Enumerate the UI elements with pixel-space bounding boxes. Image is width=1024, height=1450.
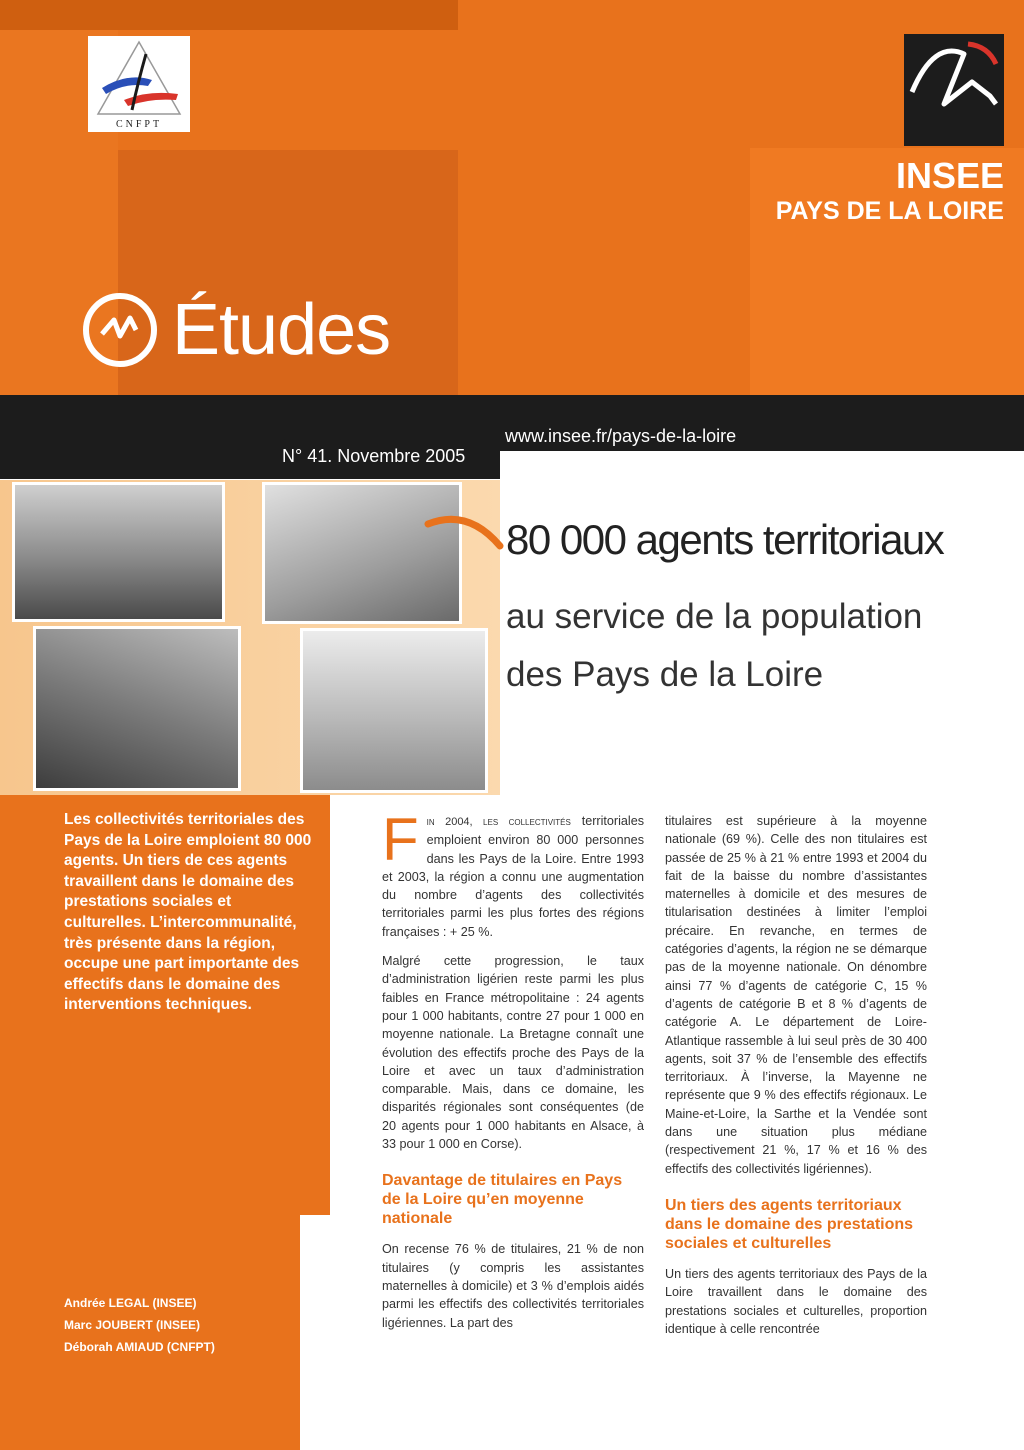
headline-subtitle-line2: des Pays de la Loire bbox=[506, 655, 824, 694]
section-heading: Un tiers des agents territoriaux dans le domaine des prestations sociales et culturelles bbox=[665, 1196, 914, 1252]
author-2: Marc JOUBERT (INSEE) bbox=[64, 1318, 201, 1332]
series-title-text: Études bbox=[172, 290, 391, 370]
paragraph-smallcaps: les collectivités bbox=[483, 816, 571, 828]
headline-subtitle bbox=[506, 588, 1016, 704]
photo-technician bbox=[33, 626, 241, 791]
region-name: PAYS DE LA LOIRE bbox=[775, 197, 1004, 225]
authors-list bbox=[64, 1292, 215, 1358]
article-column-1 bbox=[382, 806, 644, 1343]
insee-title bbox=[776, 156, 1004, 226]
headline bbox=[506, 512, 1016, 704]
paragraph bbox=[382, 806, 644, 941]
headline-title: 80 000 agents territoriaux bbox=[506, 516, 944, 563]
paragraph-text: territoriales emploient environ 80 000 personnes dans les Pays de la Loire. Entre 1993 et 2003, la région a connu une augmentation du nombre d’agents des collectivités territoriales parmi les plus fortes des régions françaises : + 25 %. bbox=[382, 814, 644, 939]
headline-swoosh-icon bbox=[418, 500, 518, 560]
cnfpt-emblem-icon bbox=[88, 36, 190, 132]
cnfpt-logo-text: CNFPT bbox=[115, 119, 163, 130]
etudes-circle-icon bbox=[80, 290, 160, 370]
paragraph: On recense 76 % de titulaires, 21 % de non titulaires (y compris les assistantes maternelles à domicile) et 3 % d’emplois aidés parmi les effectifs des collectivités territoriales ligériennes. La part des bbox=[382, 1242, 644, 1330]
paragraph-lead: in 2004, bbox=[426, 816, 484, 828]
photo-dance-class bbox=[300, 628, 488, 793]
insee-emblem-icon bbox=[904, 34, 1004, 146]
article-column-2 bbox=[665, 812, 927, 1349]
website-link[interactable]: www.insee.fr/pays-de-la-loire bbox=[505, 426, 737, 446]
paragraph: Malgré cette progression, le taux d’administration ligérien reste parmi les plus faibles en France métropolitaine : 24 agents pour 1 000 habitants, contre 27 pour 1 000 en moyenne nationale. La Bretagne connaît une évolution des effectifs proche des Pays de la Loire et avec un taux d’administration comparable. Mais, dans ce domaine, les disparités régionales sont conséquentes (de 20 agents pour 1 000 habitants en Alsace, à 33 pour 1 000 en Corse). bbox=[382, 954, 644, 1152]
summary-text: Les collectivités territoriales des Pays de la Loire emploient 80 000 agents. Un tiers de ces agents travaillent dans le domaine des prestations sociales et culturelles. L’intercommunalité, très présente dans la région, occupe une part importante des effectifs dans le domaine des interventions techniques. bbox=[64, 811, 312, 1014]
issue-number: N° 41. Novembre 2005 bbox=[282, 446, 466, 466]
series-title bbox=[80, 290, 390, 370]
insee-logo bbox=[904, 34, 1004, 146]
sidebar-gutter bbox=[330, 795, 350, 1450]
paragraph: titulaires est supérieure à la moyenne nationale (69 %). Celle des non titulaires est passée de 25 % à 21 % entre 1993 et 2004 du fait de la baisse du nombre d’assistantes maternelles à domicile et des mesures de titularisation destinées à limiter l’emploi précaire. En revanche, en termes de catégories d’agents, la région ne se démarque pas de la moyenne nationale. On dénombre ainsi 77 % d’agents de catégorie C, 15 % d’agents de catégorie B et 8 % d’agents de catégorie A. Le département de Loire-Atlantique rassemble à lui seul près de 30 400 agents, soit 37 % de l’ensemble des effectifs territoriaux. À l’inverse, la Mayenne ne représente que 9 % des effectifs régionaux. Le Maine-et-Loire, la Sarthe et la Vendée sont dans une situation plus médiane (respectivement 21 %, 17 % et 16 % des effectifs des collectivités ligériennes). bbox=[665, 814, 927, 1176]
cnfpt-logo bbox=[88, 36, 190, 132]
author-3: Déborah AMIAUD (CNFPT) bbox=[64, 1340, 215, 1354]
photo-horse-riders bbox=[12, 482, 225, 622]
section-heading: Davantage de titulaires en Pays de la Loire qu’en moyenne nationale bbox=[382, 1172, 623, 1228]
drop-cap: F bbox=[382, 806, 419, 873]
headline-subtitle-line1: au service de la population bbox=[506, 597, 923, 636]
author-1: Andrée LEGAL (INSEE) bbox=[64, 1296, 197, 1310]
org-name: INSEE bbox=[895, 155, 1004, 196]
paragraph: Un tiers des agents territoriaux des Pays de la Loire travaillent dans le domaine des prestations sociales et culturelles, proportion identique à celle rencontrée bbox=[665, 1266, 927, 1336]
header-shade-top bbox=[0, 0, 458, 30]
